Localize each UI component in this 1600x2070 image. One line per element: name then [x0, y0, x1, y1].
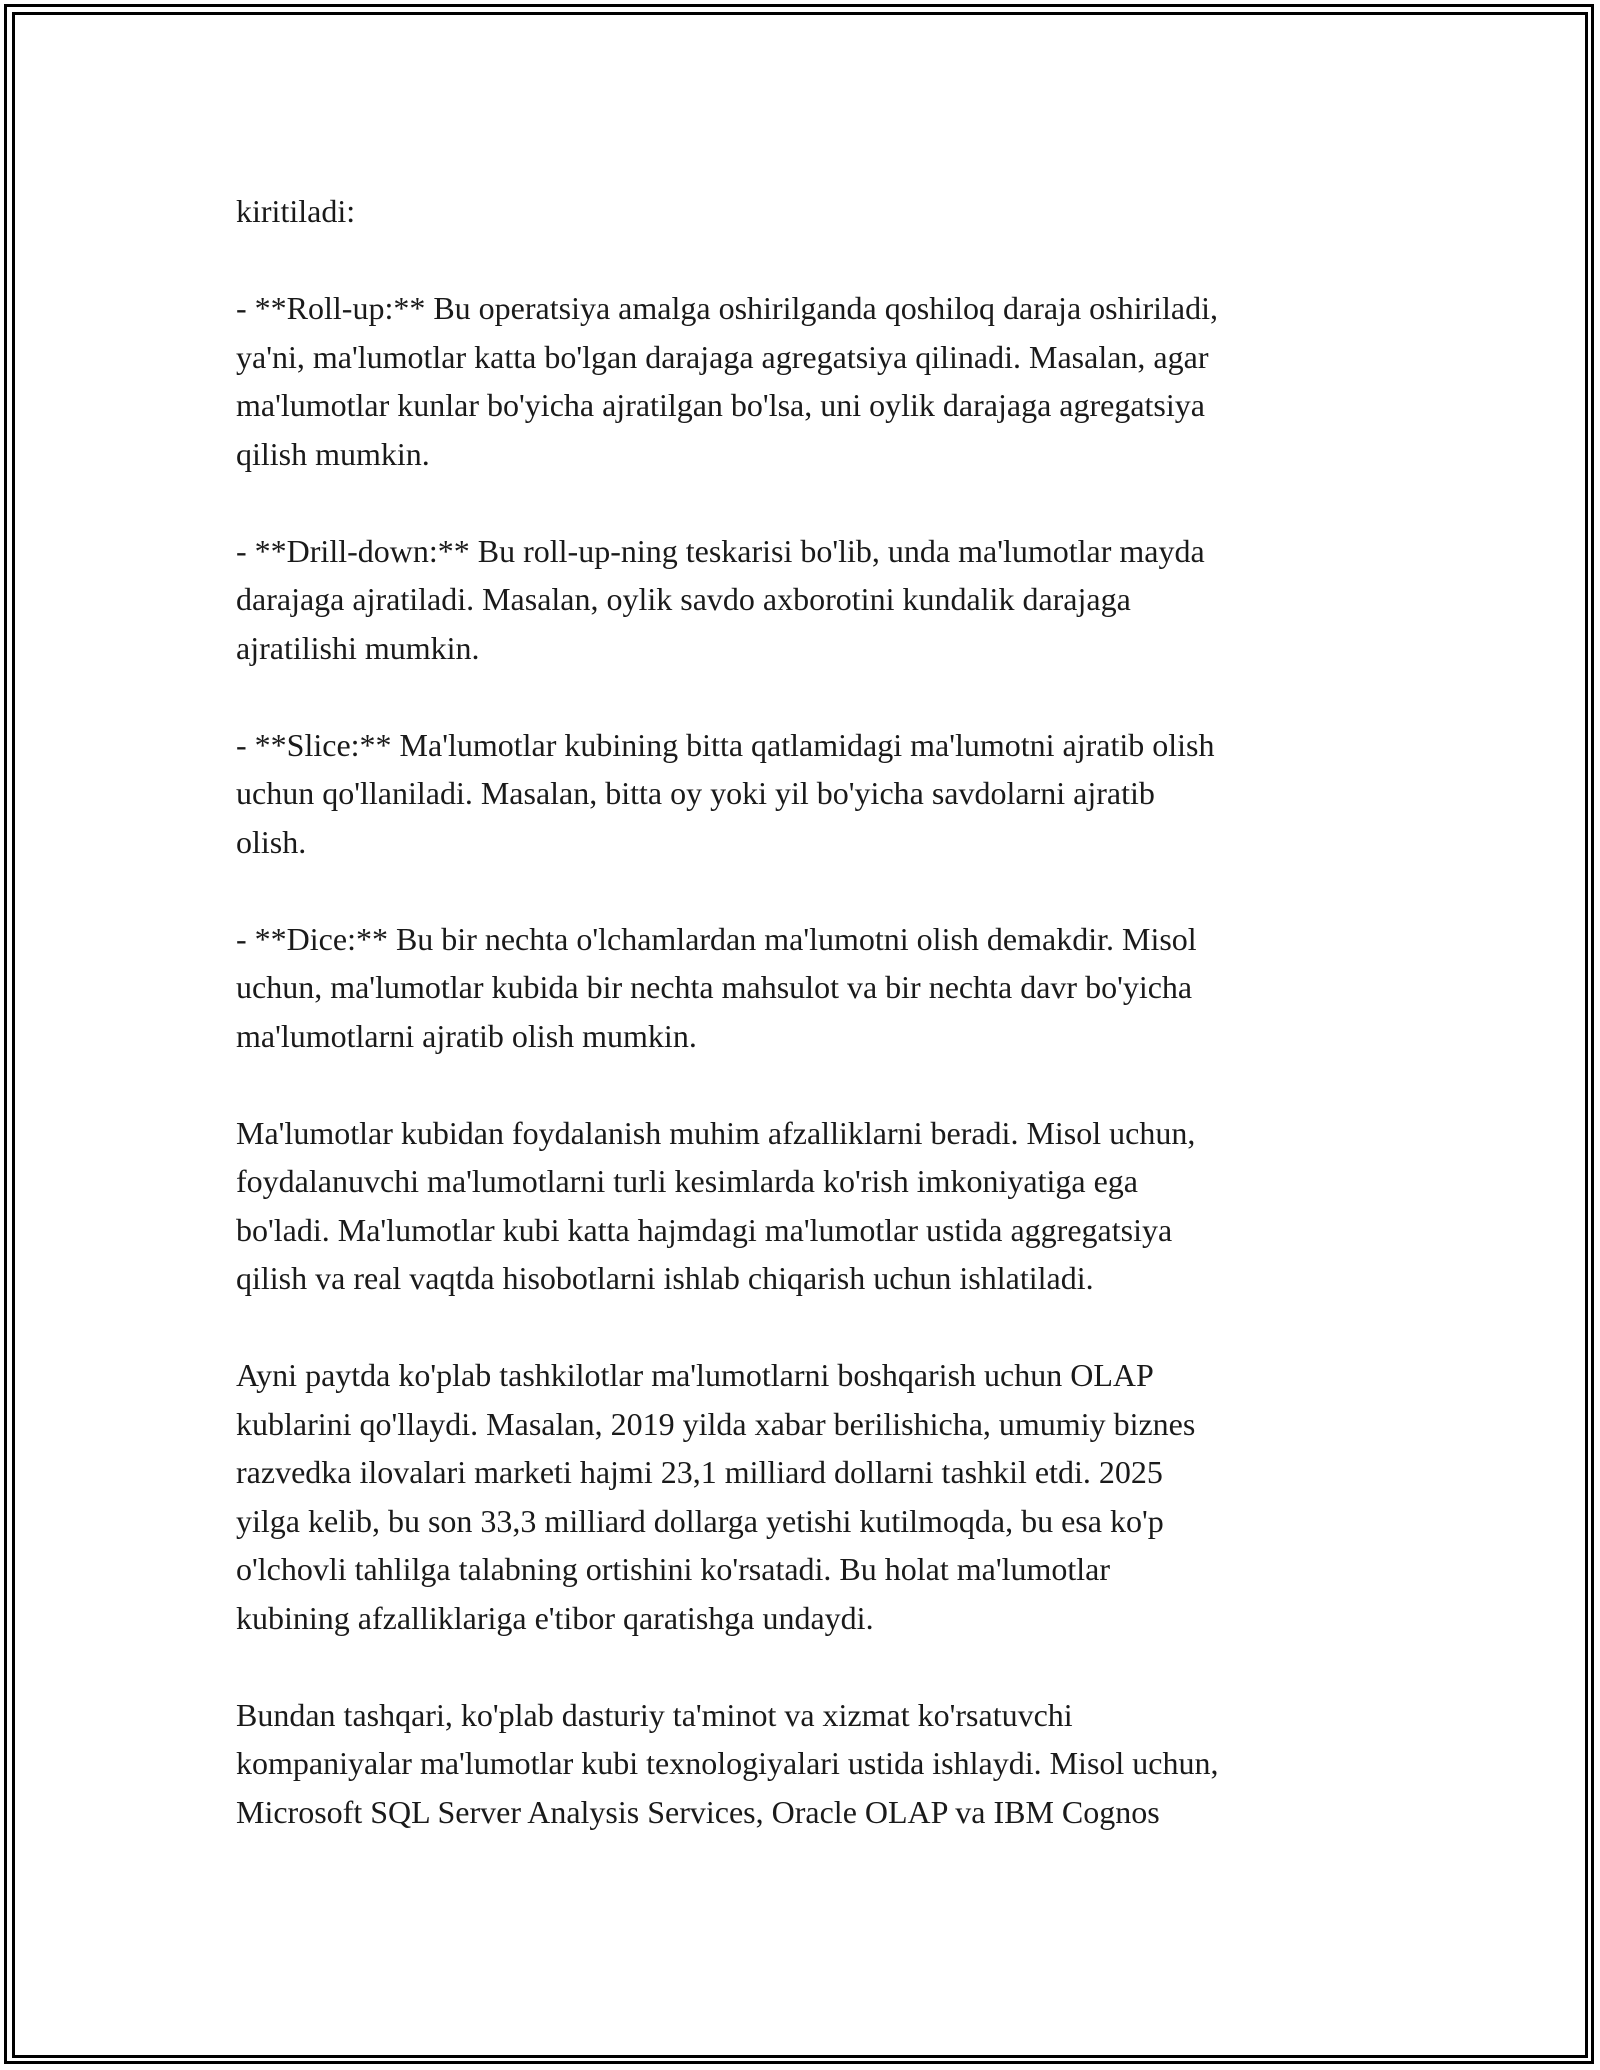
paragraph-intro	[236, 187, 1381, 236]
text-line: ma'lumotlarni ajratib olish mumkin.	[236, 1017, 697, 1054]
paragraph-benefits	[236, 1109, 1381, 1303]
text-line: uchun, ma'lumotlar kubida bir nechta mahsulot va bir nechta davr bo'yicha	[236, 969, 1193, 1005]
text-line: Ma'lumotlar kubidan foydalanish muhim afzalliklarni beradi. Misol uchun,	[236, 1114, 1196, 1151]
text-line: ya'ni, ma'lumotlar katta bo'lgan darajaga agregatsiya qilinadi. Masalan, agar	[236, 338, 1209, 375]
text-line: darajaga ajratiladi. Masalan, oylik savdo axborotini kundalik darajaga	[236, 581, 1131, 617]
text-line: kublarini qo'llaydi. Masalan, 2019 yilda xabar berilishicha, umumiy biznes	[236, 1405, 1196, 1442]
paragraph-drill-down	[236, 527, 1381, 673]
paragraph-olap-market	[236, 1351, 1381, 1642]
paragraph-vendors	[236, 1691, 1381, 1837]
document-body	[236, 187, 1381, 1885]
text-line: kiritiladi:	[236, 193, 356, 229]
text-line: - **Drill-down:** Bu roll-up-ning teskarisi bo'lib, unda ma'lumotlar mayda	[236, 532, 1205, 569]
text-line: Ayni paytda ko'plab tashkilotlar ma'lumotlarni boshqarish uchun OLAP	[236, 1357, 1154, 1393]
text-line: foydalanuvchi ma'lumotlarni turli kesimlarda ko'rish imkoniyatiga ega	[236, 1163, 1138, 1199]
text-line: o'lchovli tahlilga talabning ortishini ko'rsatadi. Bu holat ma'lumotlar	[236, 1551, 1111, 1587]
text-line: uchun qo'llaniladi. Masalan, bitta oy yoki yil bo'yicha savdolarni ajratib	[236, 775, 1155, 811]
text-line: Microsoft SQL Server Analysis Services, Oracle OLAP va IBM Cognos	[236, 1793, 1160, 1830]
text-line: ma'lumotlar kunlar bo'yicha ajratilgan bo'lsa, uni oylik darajaga agregatsiya	[236, 387, 1205, 423]
text-line: bo'ladi. Ma'lumotlar kubi katta hajmdagi ma'lumotlar ustida aggregatsiya	[236, 1211, 1173, 1248]
text-line: qilish mumkin.	[236, 435, 430, 472]
text-line: olish.	[236, 823, 307, 860]
paragraph-slice	[236, 721, 1381, 867]
paragraph-roll-up	[236, 284, 1381, 478]
text-line: ajratilishi mumkin.	[236, 629, 480, 666]
text-line: Bundan tashqari, ko'plab dasturiy ta'minot va xizmat ko'rsatuvchi	[236, 1696, 1073, 1733]
text-line: - **Slice:** Ma'lumotlar kubining bitta qatlamidagi ma'lumotni ajratib olish	[236, 726, 1215, 763]
text-line: kubining afzalliklariga e'tibor qaratishga undaydi.	[236, 1599, 874, 1636]
text-line: razvedka ilovalari marketi hajmi 23,1 milliard dollarni tashkil etdi. 2025	[236, 1454, 1163, 1490]
text-line: - **Roll-up:** Bu operatsiya amalga oshirilganda qoshiloq daraja oshiriladi,	[236, 290, 1219, 326]
text-line: yilga kelib, bu son 33,3 milliard dollarga yetishi kutilmoqda, bu esa ko'p	[236, 1502, 1164, 1539]
text-line: qilish va real vaqtda hisobotlarni ishlab chiqarish uchun ishlatiladi.	[236, 1260, 1094, 1296]
text-line: - **Dice:** Bu bir nechta o'lchamlardan ma'lumotni olish demakdir. Misol	[236, 920, 1197, 957]
text-line: kompaniyalar ma'lumotlar kubi texnologiyalari ustida ishlaydi. Misol uchun,	[236, 1745, 1219, 1781]
paragraph-dice	[236, 915, 1381, 1061]
